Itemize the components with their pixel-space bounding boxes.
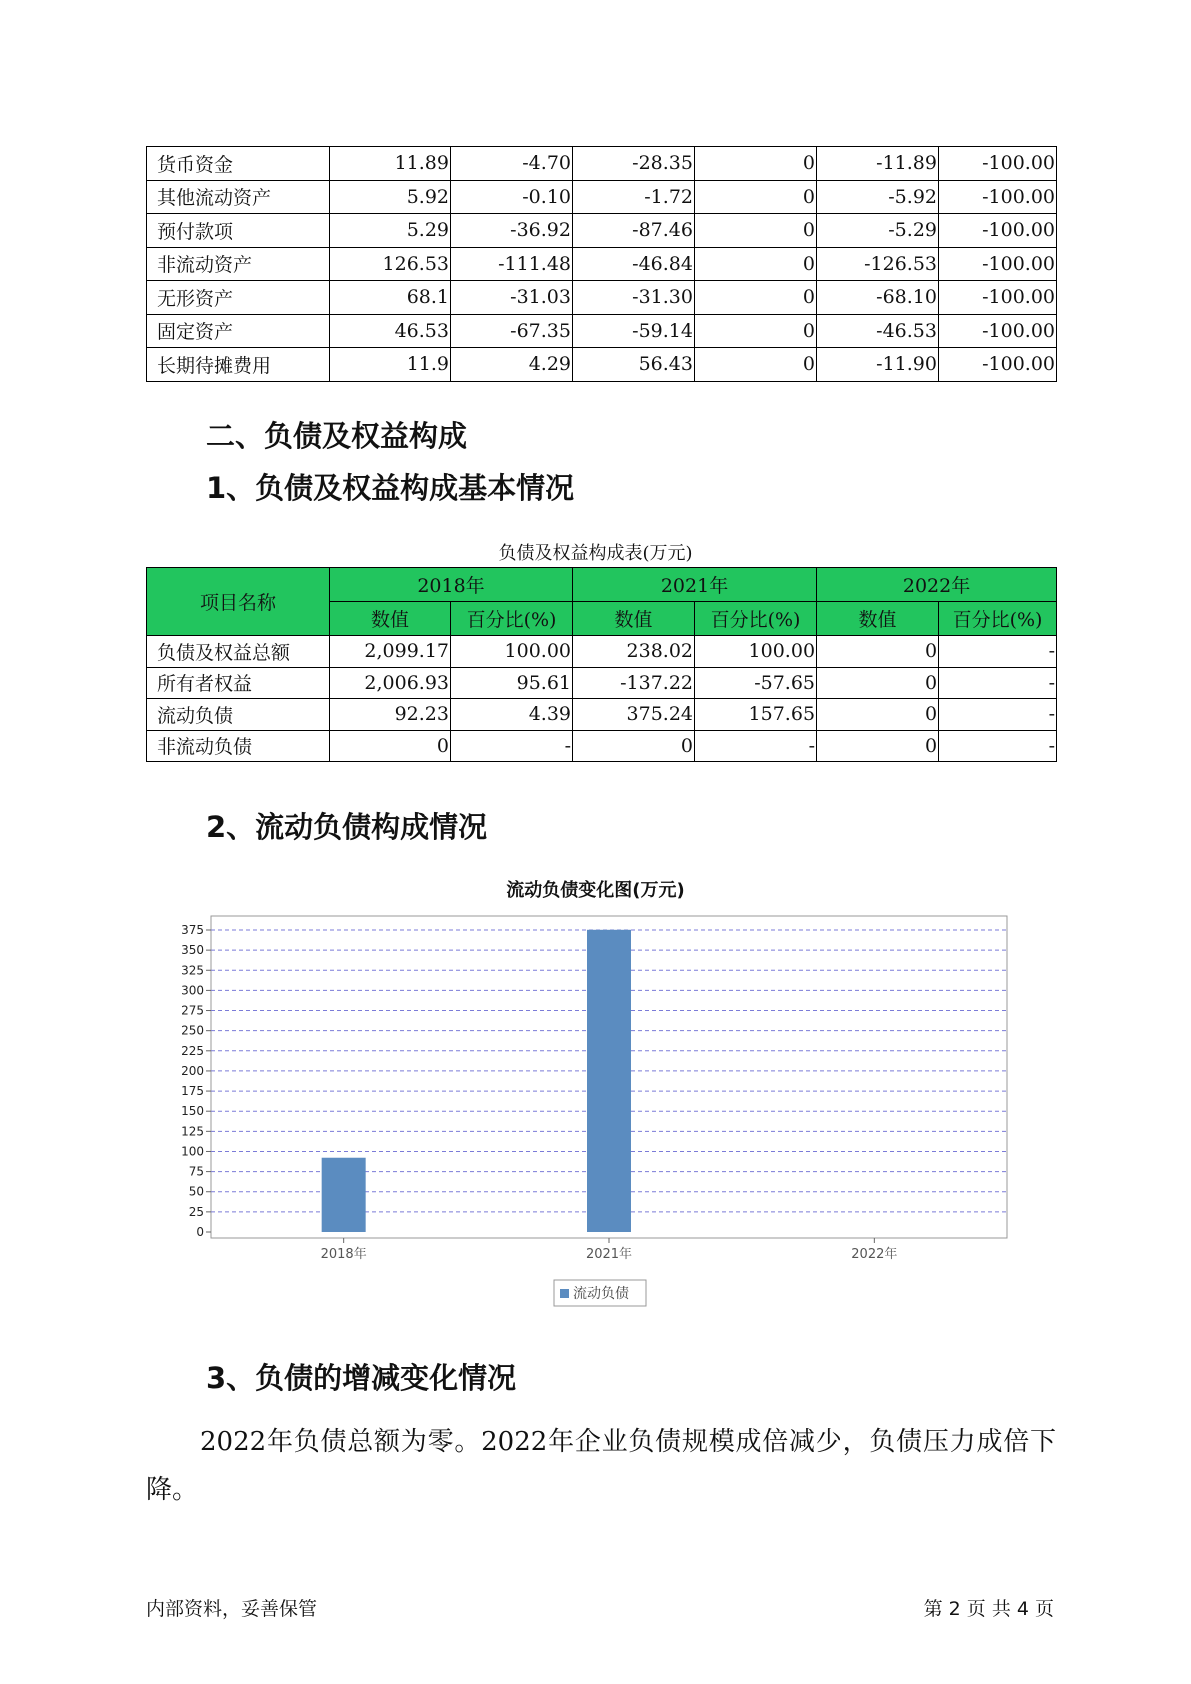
row-label: 负债及权益总额: [147, 636, 330, 668]
table-cell: 238.02: [573, 636, 695, 668]
table-cell: -: [939, 699, 1057, 731]
footer-confidential: 内部资料，妥善保管: [146, 1598, 318, 1620]
table-cell: -100.00: [939, 281, 1057, 315]
y-tick-label: 0: [196, 1225, 204, 1239]
table-cell: 95.61: [451, 667, 573, 699]
table-row: [147, 636, 1057, 668]
table-cell: 0: [695, 281, 817, 315]
table-cell: 68.1: [330, 281, 451, 315]
table-cell: -100.00: [939, 214, 1057, 248]
legend-label: 流动负债: [573, 1286, 629, 1302]
row-label: 固定资产: [147, 314, 330, 348]
y-tick-label: 225: [181, 1043, 204, 1058]
table-row: [147, 147, 1057, 181]
asset-change-table: [146, 146, 1057, 382]
table-row: [147, 699, 1057, 731]
table-cell: 2,006.93: [330, 667, 451, 699]
bar: [587, 930, 631, 1232]
table-cell: 56.43: [573, 348, 695, 382]
table-row: [147, 667, 1057, 699]
table-cell: -28.35: [573, 147, 695, 181]
table-cell: 4.29: [451, 348, 573, 382]
table-cell: 0: [330, 730, 451, 762]
y-tick-label: 25: [188, 1204, 204, 1219]
summary-paragraph: 2022年负债总额为零。2022年企业负债规模成倍减少，负债压力成倍下降。: [146, 1427, 1056, 1505]
row-label: 非流动负债: [147, 730, 330, 762]
table-cell: 0: [817, 730, 939, 762]
table-cell: -100.00: [939, 180, 1057, 214]
table-cell: 92.23: [330, 699, 451, 731]
table-cell: -1.72: [573, 180, 695, 214]
table-cell: 100.00: [695, 636, 817, 668]
row-label: 预付款项: [147, 214, 330, 248]
liability-equity-table: [146, 567, 1057, 762]
bar: [322, 1158, 366, 1232]
y-tick-label: 100: [181, 1144, 204, 1159]
y-tick-label: 275: [181, 1003, 204, 1018]
table-cell: -11.89: [817, 147, 939, 181]
y-tick-label: 200: [181, 1063, 204, 1078]
subsection-heading-2: 2、流动负债构成情况: [206, 810, 488, 844]
table-cell: -5.29: [817, 214, 939, 248]
x-tick-label: 2022年: [851, 1247, 898, 1262]
table-row: [147, 281, 1057, 315]
table-cell: -100.00: [939, 247, 1057, 281]
current-liability-bar-chart: [150, 908, 1020, 1328]
table-cell: -: [939, 730, 1057, 762]
table-cell: -100.00: [939, 348, 1057, 382]
table-cell: -0.10: [451, 180, 573, 214]
table-cell: -: [939, 636, 1057, 668]
table-cell: -: [695, 730, 817, 762]
row-label: 所有者权益: [147, 667, 330, 699]
table-cell: 0: [817, 667, 939, 699]
table-cell: 0: [695, 314, 817, 348]
header-percent: 百分比(%): [451, 602, 573, 636]
header-value: 数值: [817, 602, 939, 636]
table-cell: 0: [817, 636, 939, 668]
table-cell: -68.10: [817, 281, 939, 315]
table-cell: 0: [573, 730, 695, 762]
header-item-name: 项目名称: [147, 568, 330, 636]
y-tick-label: 325: [181, 963, 204, 978]
y-tick-label: 50: [188, 1184, 204, 1199]
table-row: [147, 247, 1057, 281]
row-label: 无形资产: [147, 281, 330, 315]
table-cell: -46.53: [817, 314, 939, 348]
table-cell: 0: [695, 180, 817, 214]
table-cell: -31.30: [573, 281, 695, 315]
table-cell: 5.92: [330, 180, 451, 214]
table-row: [147, 730, 1057, 762]
table-caption: 负债及权益构成表(万元): [498, 543, 693, 564]
table-cell: 5.29: [330, 214, 451, 248]
header-year: 2018年: [330, 568, 573, 602]
table-cell: -57.65: [695, 667, 817, 699]
table-cell: 0: [695, 214, 817, 248]
table-cell: -36.92: [451, 214, 573, 248]
table-cell: 100.00: [451, 636, 573, 668]
table-cell: -67.35: [451, 314, 573, 348]
row-label: 其他流动资产: [147, 180, 330, 214]
header-value: 数值: [573, 602, 695, 636]
table-cell: 157.65: [695, 699, 817, 731]
footer-page-number: 第 2 页 共 4 页: [923, 1598, 1054, 1620]
row-label: 非流动资产: [147, 247, 330, 281]
table-cell: 0: [695, 147, 817, 181]
header-value: 数值: [330, 602, 451, 636]
table-cell: -87.46: [573, 214, 695, 248]
table-cell: -126.53: [817, 247, 939, 281]
table-cell: 126.53: [330, 247, 451, 281]
header-percent: 百分比(%): [939, 602, 1057, 636]
row-label: 货币资金: [147, 147, 330, 181]
table-cell: 0: [695, 247, 817, 281]
table-cell: 0: [817, 699, 939, 731]
table-cell: -: [939, 667, 1057, 699]
header-year: 2022年: [817, 568, 1057, 602]
table-cell: -111.48: [451, 247, 573, 281]
header-year: 2021年: [573, 568, 817, 602]
header-percent: 百分比(%): [695, 602, 817, 636]
y-tick-label: 375: [181, 923, 204, 937]
y-tick-label: 150: [181, 1104, 204, 1119]
y-tick-label: 75: [188, 1164, 204, 1179]
table-cell: -100.00: [939, 147, 1057, 181]
y-tick-label: 175: [181, 1084, 204, 1099]
table-row: [147, 180, 1057, 214]
section-heading: 二、负债及权益构成: [206, 419, 468, 453]
table-cell: 0: [695, 348, 817, 382]
table-cell: -4.70: [451, 147, 573, 181]
table-cell: -100.00: [939, 314, 1057, 348]
y-tick-label: 125: [181, 1124, 204, 1139]
table-cell: 46.53: [330, 314, 451, 348]
table-cell: -59.14: [573, 314, 695, 348]
x-tick-label: 2021年: [585, 1247, 633, 1262]
legend-swatch: [560, 1289, 569, 1298]
table-cell: -11.90: [817, 348, 939, 382]
row-label: 流动负债: [147, 699, 330, 731]
y-tick-label: 250: [181, 1023, 204, 1038]
table-cell: 11.9: [330, 348, 451, 382]
table-cell: -46.84: [573, 247, 695, 281]
table-row: [147, 348, 1057, 382]
table-row: [147, 214, 1057, 248]
table-cell: 4.39: [451, 699, 573, 731]
subsection-heading-1: 1、负债及权益构成基本情况: [206, 471, 575, 505]
x-tick-label: 2018年: [320, 1247, 367, 1262]
table-cell: 2,099.17: [330, 636, 451, 668]
table-cell: -5.92: [817, 180, 939, 214]
table-row: [147, 314, 1057, 348]
y-tick-label: 350: [181, 943, 204, 958]
table-cell: 11.89: [330, 147, 451, 181]
y-tick-label: 300: [181, 983, 204, 998]
table-cell: 375.24: [573, 699, 695, 731]
row-label: 长期待摊费用: [147, 348, 330, 382]
table-cell: -137.22: [573, 667, 695, 699]
subsection-heading-3: 3、负债的增减变化情况: [206, 1361, 517, 1395]
table-cell: -: [451, 730, 573, 762]
chart-title: 流动负债变化图(万元): [506, 880, 685, 901]
table-cell: -31.03: [451, 281, 573, 315]
